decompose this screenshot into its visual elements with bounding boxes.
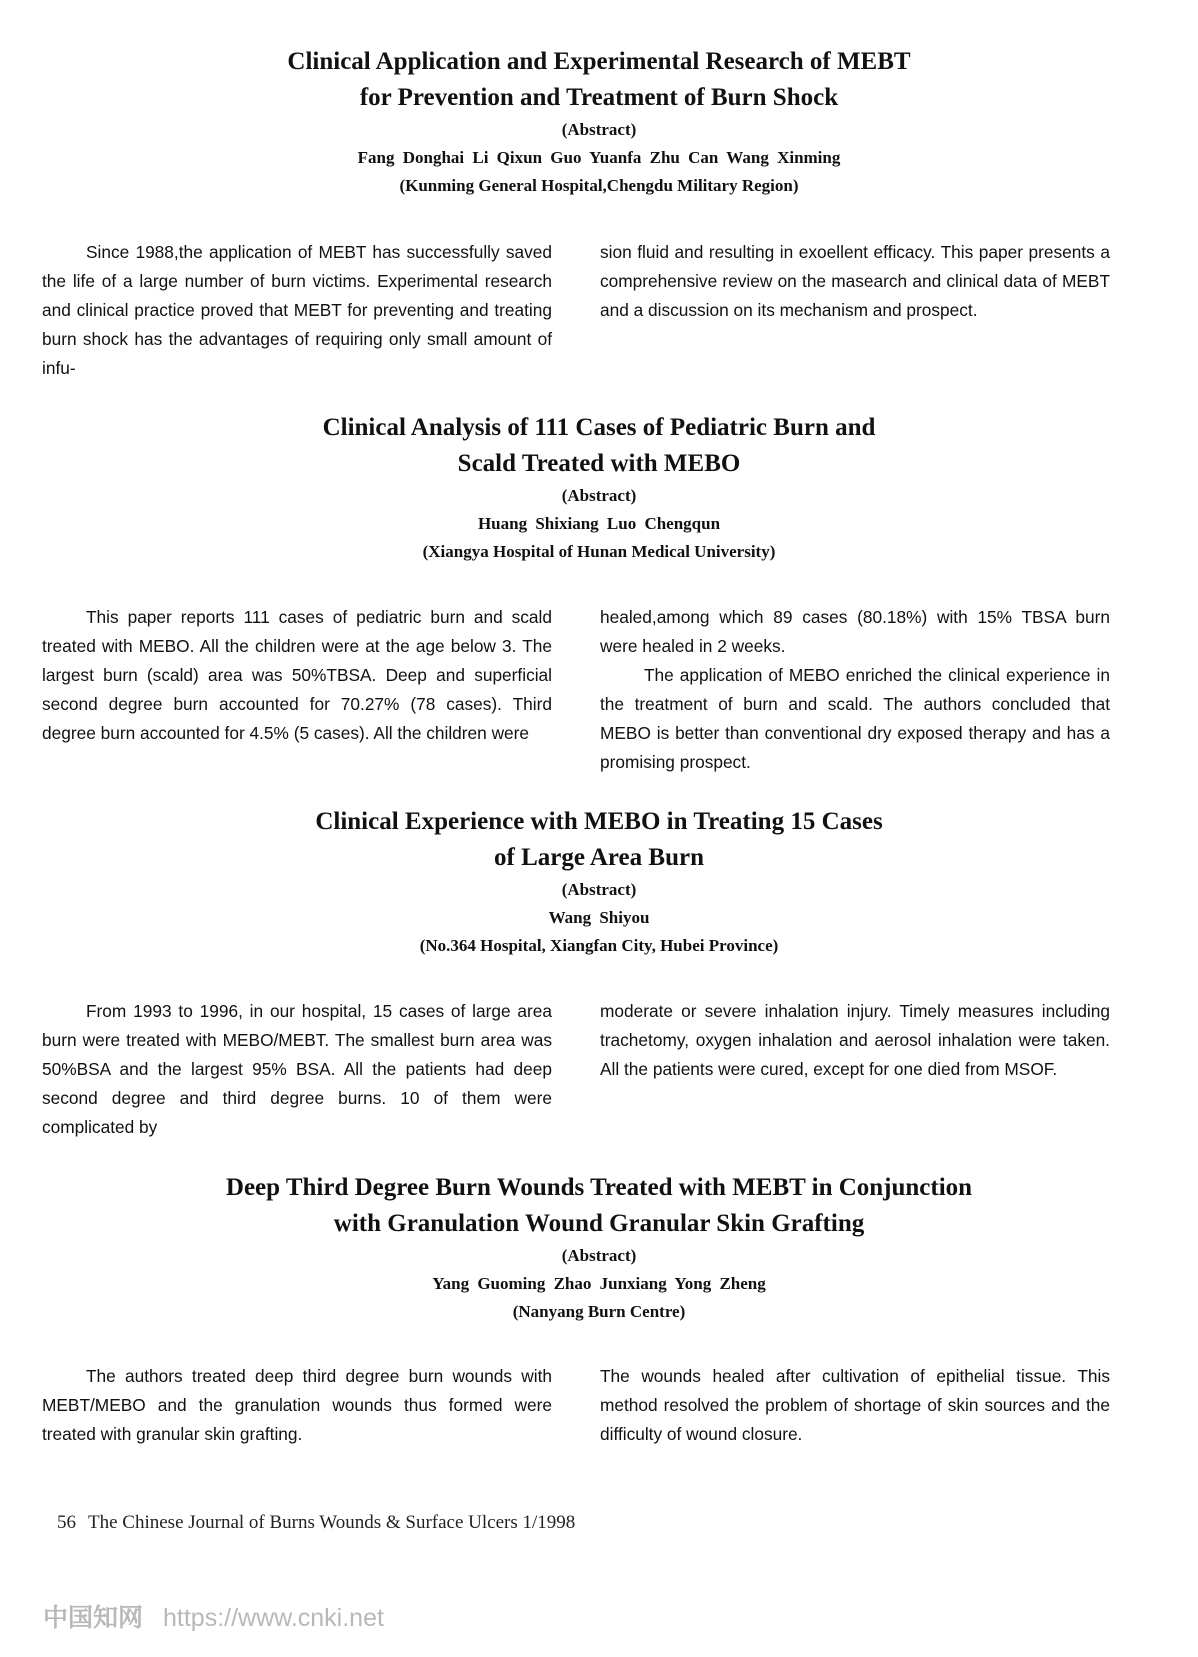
article-2-title-line-2: Scald Treated with MEBO (457, 450, 741, 477)
article-2-affiliation: (Xiangya Hospital of Hunan Medical University) (422, 542, 776, 561)
article-3-authors: Wang Shiyou (548, 908, 650, 927)
article-4-left-column (42, 1362, 552, 1449)
article-4-affiliation: (Nanyang Burn Centre) (512, 1302, 686, 1321)
article-4-title-line-2: with Granulation Wound Granular Skin Grafting (333, 1210, 865, 1237)
article-4-title-line-1: Deep Third Degree Burn Wounds Treated with MEBT in Conjunction (225, 1174, 973, 1201)
article-1-paragraph-continued: sion fluid and resulting in exoellent efficacy. This paper presents a comprehensive review on the masearch and clinical data of MEBT and a discussion on its mechanism and prospect. (600, 242, 1110, 320)
article-1-title-line-2: for Prevention and Treatment of Burn Shock (359, 84, 839, 111)
article-1-right-column (600, 238, 1110, 325)
article-4-paragraph-continued: The wounds healed after cultivation of epithelial tissue. This method resolved the problem of shortage of skin sources and the difficulty of wound closure. (600, 1366, 1110, 1444)
page-footer (57, 1512, 587, 1534)
cnki-brand-text: 中国知网 (43, 1604, 144, 1632)
article-3-paragraph: From 1993 to 1996, in our hospital, 15 cases of large area burn were treated with MEBO/MEBT. The smallest burn area was 50%BSA and the largest 95% BSA. All the patients had deep second degree and third degree burns. 10 of them were complicated by (42, 1001, 552, 1137)
article-4-authors: Yang Guoming Zhao Junxiang Yong Zheng (432, 1274, 766, 1293)
cnki-url: https://www.cnki.net (163, 1604, 384, 1632)
journal-citation: The Chinese Journal of Burns Wounds & Surface Ulcers 1/1998 (88, 1512, 576, 1533)
article-2-title-line-1: Clinical Analysis of 111 Cases of Pediatric Burn and (322, 414, 876, 441)
article-3-title-line-2: of Large Area Burn (494, 844, 704, 871)
article-4-paragraph: The authors treated deep third degree burn wounds with MEBT/MEBO and the granulation wounds thus formed were treated with granular skin grafting. (42, 1366, 552, 1444)
article-3 (0, 804, 1198, 960)
article-2-paragraph-continued: healed,among which 89 cases (80.18%) with 15% TBSA burn were healed in 2 weeks. (600, 607, 1110, 656)
article-1-paragraph: Since 1988,the application of MEBT has successfully saved the life of a large number of burn victims. Experimental research and clinical practice proved that MEBT for preventing and treating burn shock has the advantages of requiring only small amount of infu- (42, 242, 552, 378)
article-1-affiliation: (Kunming General Hospital,Chengdu Military Region) (399, 176, 799, 195)
article-2-right-column (600, 603, 1110, 777)
article-1-title-line-1: Clinical Application and Experimental Research of MEBT (287, 48, 911, 75)
article-1-left-column (42, 238, 552, 383)
article-2-left-column (42, 603, 552, 748)
article-3-affiliation: (No.364 Hospital, Xiangfan City, Hubei Province) (419, 936, 779, 955)
article-1 (0, 44, 1198, 200)
article-2-abstract-label: (Abstract) (561, 486, 637, 505)
article-1-abstract-label: (Abstract) (561, 120, 637, 139)
article-3-title-line-1: Clinical Experience with MEBO in Treating 15 Cases (315, 808, 883, 835)
article-2-authors: Huang Shixiang Luo Chengqun (477, 514, 721, 533)
article-4 (0, 1170, 1198, 1326)
article-4-right-column (600, 1362, 1110, 1449)
article-4-abstract-label: (Abstract) (561, 1246, 637, 1265)
article-3-left-column (42, 997, 552, 1142)
article-3-right-column (600, 997, 1110, 1084)
page-number: 56 (57, 1512, 76, 1533)
article-3-paragraph-continued: moderate or severe inhalation injury. Timely measures including trachetomy, oxygen inhalation and aerosol inhalation were taken. All the patients were cured, except for one died from MSOF. (600, 1001, 1110, 1079)
cnki-watermark (43, 1598, 384, 1634)
article-2-paragraph: This paper reports 111 cases of pediatric burn and scald treated with MEBO. All the children were at the age below 3. The largest burn (scald) area was 50%TBSA. Deep and superficial second degree burn accounted for 70.27% (78 cases). Third degree burn accounted for 4.5% (5 cases). All the children were (42, 607, 552, 743)
article-2-paragraph-2: The application of MEBO enriched the clinical experience in the treatment of burn and scald. The authors concluded that MEBO is better than conventional dry exposed therapy and has a promising prospect. (600, 665, 1110, 772)
article-3-abstract-label: (Abstract) (561, 880, 637, 899)
article-1-authors: Fang Donghai Li Qixun Guo Yuanfa Zhu Can Wang Xinming (357, 148, 841, 167)
article-2 (0, 410, 1198, 566)
